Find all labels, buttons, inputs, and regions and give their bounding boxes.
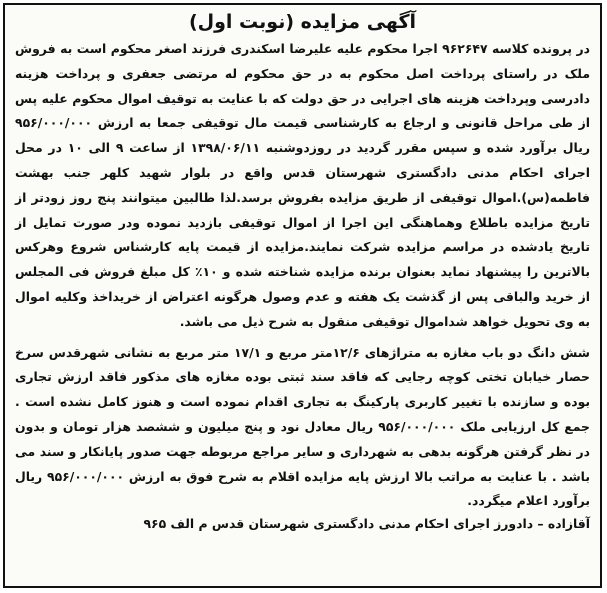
- notice-paragraph-2: شش دانگ دو باب مغازه به متراژهای ۱۲/۶متر مربع و ۱۷/۱ متر مربع به نشانی شهرقدس سرخ حصار خیابان تختی کوچه رجایی که فاقد سند ثبتی بوده مغازه های مذکور فاقد ارزش تجاری بوده و سازنده با تغییر کاربری پارکینگ به تجاری اقدام نموده است و هنوز کامل نشده است . جمع کل ارزیابی ملک ۹۵۶/۰۰۰/۰۰۰ ریال معادل نود و پنج میلیون و ششصد هزار تومان و بدون در نظر گرفتن هرگونه بدهی به شهرداری و سایر مراجع مربوطه جهت صدور پایانکار و سند می باشد . با عنایت به مراتب بالا ارزش پایه مزایده اقلام به شرح فوق به ارزش ۹۵۶/۰۰۰/۰۰۰ ریال برآورد اعلام میگردد.: [15, 344, 590, 509]
- notice-body: [5, 37, 600, 514]
- notice-footer: آقازاده – دادورز اجرای احکام مدنی دادگستری شهرستان قدس م الف ۹۶۵: [143, 516, 590, 532]
- auction-notice: [3, 3, 602, 588]
- notice-paragraph-1: در پرونده کلاسه ۹۶۲۶۴۷ اجرا محکوم علیه علیرضا اسکندری فرزند اصغر محکوم است به فروش ملک در راستای پرداخت اصل محکوم به در حق محکوم له مرتضی جعفری و پرداخت هزینه دادرسی وپرداخت هزینه های اجرایی در حق دولت که با عنایت به توقیف اموال محکوم علیه پس از طی مراحل قانونی و ارجاع به کارشناسی قیمت مال توقیفی جمعا به ارزش ۹۵۶/۰۰۰/۰۰۰ ریال برآورد شده و سپس مقرر گردید در روزدوشنبه ۱۳۹۸/۰۶/۱۱ از ساعت ۹ الی ۱۰ در محل اجرای احکام مدنی دادگستری شهرستان قدس واقع در بلوار شهید کلهر جنب بهشت فاطمه(س).اموال توقیفی از طریق مزایده بفروش برسد.لذا طالبین میتوانند پنج روز زودتر از تاریخ مزایده باطلاع وهماهنگی این اجرا از اموال توقیفی بازدید نموده ودر صورت تمایل از تاریخ یادشده در مراسم مزایده شرکت نمایند.مزایده از قیمت پایه کارشناس شروع وهرکس بالاترین را پیشنهاد نماید بعنوان برنده مزایده شناخته شده و ۱۰٪ کل مبلغ فروش فی المجلس از خرید والباقی پس از گذشت یک هفته و عدم وصول هرگونه اعتراض از خریداخذ وکلیه اموال به وی تحویل خواهد شداموال توقیفی منقول به شرح ذیل می باشد.: [15, 41, 590, 329]
- notice-title: آگهی مزایده (نوبت اول): [188, 11, 417, 33]
